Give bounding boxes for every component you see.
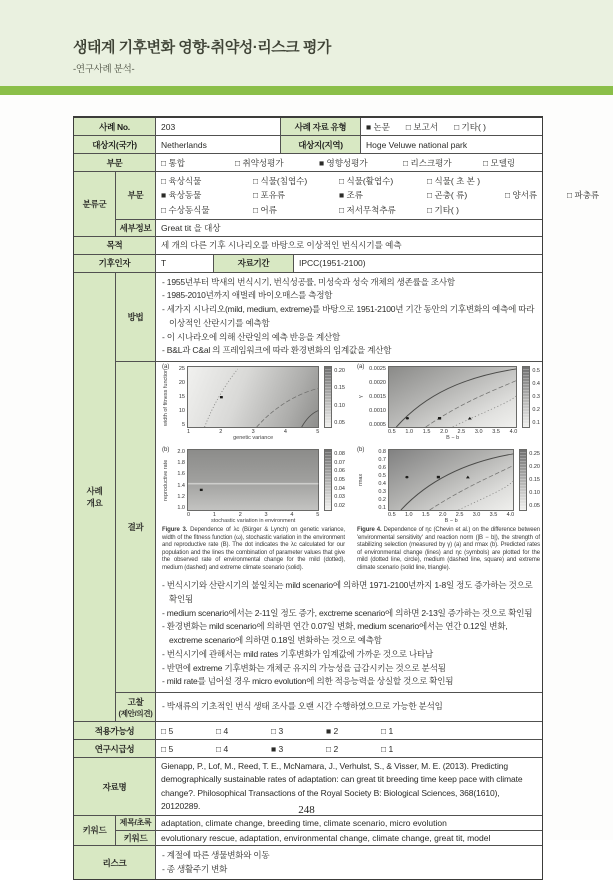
reference-label: 자료명 (74, 758, 156, 815)
case-type-options: ■ 논문 □ 보고서 □ 기타( ) (366, 121, 487, 132)
taxon-line-2: ■ 육상동물 □ 포유류 ■ 조류 □ 곤충( 류) □ 양서류 □ 파충류 (161, 190, 600, 200)
risk-items: - 계절에 따른 생물변화와 이동 - 종 생활주기 변화 (162, 849, 270, 874)
fig3a-colorbar (324, 366, 345, 428)
taxon-line-1: □ 육상식물 □ 식물(침엽수) □ 식물(활엽수) □ 식물( 초 본 ) (161, 175, 481, 186)
fig4b-plot (388, 449, 514, 511)
taxon-detail-value: Great tit 을 대상 (161, 222, 221, 233)
fig4a-contour-extreme-solid (396, 369, 516, 427)
discussion-label-line2: (제안/의견) (118, 708, 153, 718)
title-abstract-label: 제목/초록 (116, 816, 156, 830)
author-keywords-value: evolutionary rescue, adaptation, environmental change, climate change, great tit, model (161, 832, 491, 843)
fig3-caption-number: Figure 3. (162, 527, 188, 534)
fig4a-plot (388, 366, 517, 428)
fig4-caption (357, 527, 540, 572)
discussion-items: - 박새류의 기초적인 번식 생태 조사를 오랜 시간 수행하였으므로 가능한 분석임 (162, 701, 443, 712)
row-title-abstract-keywords (116, 816, 542, 831)
page-title: 생태계 기후변화 영향·취약성·리스크 평가 (73, 39, 331, 56)
fig4a-xlabel: B − b (446, 435, 460, 442)
fig4-caption-number: Figure 4. (357, 527, 382, 534)
fig3b-colorbar-ticks: 0.08 0.07 0.06 0.05 0.04 0.03 0.02 (334, 451, 345, 510)
purpose-label: 목적 (74, 237, 156, 254)
taxon-detail-label: 세부정보 (116, 220, 156, 236)
overview-group-label (74, 273, 116, 722)
fig3a-colorbar-ticks: 0.20 0.15 0.10 0.05 (334, 368, 345, 427)
fig4b-contour-extreme-solid (401, 454, 513, 510)
fig4b-marker-mild-circle (405, 476, 408, 479)
fig4a-colorbar-ticks: 0.5 0.4 0.3 0.2 0.1 (532, 368, 540, 427)
fig4a-ylabel: γ (358, 395, 364, 399)
page-subtitle: -연구사례 분석- (73, 64, 135, 75)
fig4a-tag: (a) (357, 364, 365, 371)
country-value: Netherlands (156, 136, 281, 153)
author-keywords-label: 키워드 (116, 831, 156, 845)
results-items: - 번식시기와 산란시기의 불일치는 mild scenario에 의하면 1971-2100년까지 1-8일 정도 증가하는 것으로 확인됨 - medium scenario에서는 2-11일 정도 증가, exctreme scenario에 의하면 2-13일 증가하는 것으로 확인됨 - 환경변화는 mild scenario에 의하면 연간 0.07일 변화, medium scenario에서는 연간 0.12일 변화, exctreme scenario에 의하면 0.18일 변화하는 것으로 예측함 - 번식시기에 관해서는 mild rates 기후변화가 임계값에 가까운 것으로 나타남 - 반면에 extreme 기후변화는 개체군 유지의 가능성을 급감시키는 것으로 분석됨 - mild rate를 넘어설 경우 micro evolution에 의한 적응능력을 상실할 것으로 확인됨 (162, 580, 533, 687)
fig4b-marker-extreme-triangle (466, 476, 470, 479)
taxon-sub-label: 부문 (116, 172, 156, 219)
fig4b-xticks: 0.5 1.0 1.5 2.0 2.5 3.0 3.5 4.0 (388, 512, 515, 519)
group-keywords (74, 816, 542, 846)
header-accent-bar (0, 86, 613, 95)
urgency-label: 연구시급성 (74, 740, 156, 757)
applicability-options: □ 5 □ 4 □ 3 ■ 2 □ 1 (161, 725, 394, 736)
fig4-panel-b (357, 449, 540, 524)
method-items: - 1955년부터 박새의 번식시기, 번식성공률, 미성숙과 성숙 개체의 생존률을 조사함 - 1985-2010년까지 애벌레 바이오매스를 측정함 - 세가지 시나리오(mild, medium, extreme)를 바탕으로 1951-2100년 기간 동안의 기후변화의 예측에 따라 이상적인 산란시기를 예측함 - 이 시나라오에 의해 산란일의 예측 반응을 계산함 - B&L과 C&al 의 프레임워크에 따라 환경변화의 임계값을 계산함 (162, 276, 535, 356)
fig4b-ylabel: rmax (358, 473, 364, 487)
fig4b-contour-mild-dotted (458, 481, 513, 510)
fig3a-plot (187, 366, 319, 428)
climate-factor-value: T (156, 255, 214, 272)
row-sector (74, 154, 542, 172)
fig3a-population-dot (220, 396, 223, 398)
fig3-caption-text: Dependence of λc (Bürger & Lynch) on genetic variance, width of the fitness function (ω), stochastic variation in the environment and reproductive rate (B). The dot indicates the λc calculated for our population and the lines the combination of parameter values that give the observed rate of environmental change for the mild (dotted), medium (dashed) and extreme climate scenario (solid). (162, 527, 345, 571)
keywords-group-label: 키워드 (74, 816, 116, 845)
method-label: 방법 (116, 273, 156, 362)
fig4a-colorbar-gradient (522, 366, 530, 428)
row-applicability (74, 722, 542, 740)
fig4b-colorbar-ticks: 0.25 0.20 0.15 0.10 0.05 (529, 451, 540, 510)
case-no-value: 203 (156, 118, 281, 135)
fig3b-yticks: 2.0 1.8 1.6 1.4 1.2 1.0 (177, 449, 185, 512)
sector-options: □ 통합 □ 취약성평가 ■ 영향성평가 □ 리스크평가 □ 모델링 (161, 157, 516, 168)
fig4a-marker-extreme-triangle (468, 417, 472, 420)
fig3a-xlabel: genetic variance (233, 435, 274, 442)
fig4-caption-text: Dependence of ηc (Chevin et al.) on the difference between 'environmental sensitivity' and reaction norm (|B − b|), the strength of stabilizing selection (measured by γ) (a) and rmax (b). Predicted rates of environmental change (lines) and ηc (symbols) are plotted for the mild (dotted line, circle), medium (dashed line, square) and extreme climate scenario (solid line, triangle). (357, 527, 541, 571)
fig3b-plot (187, 449, 319, 511)
urgency-options: □ 5 □ 4 ■ 3 □ 2 □ 1 (161, 743, 394, 754)
row-climate-factor (74, 255, 542, 273)
row-taxon-detail (116, 220, 542, 236)
fig4b-marker-medium-square (437, 476, 440, 479)
row-risk (74, 846, 542, 879)
row-case-no (74, 118, 542, 136)
group-taxon (74, 172, 600, 237)
country-label: 대상지(국가) (74, 136, 156, 153)
fig4b-tag: (b) (357, 447, 365, 454)
figure-3 (162, 366, 345, 572)
fig3b-light-band (188, 483, 318, 485)
fig4b-contour-medium-dashed (430, 466, 514, 511)
fig3a-yticks: 25 20 15 10 5 (178, 366, 185, 429)
overview-group-label-line1: 사례 (86, 485, 103, 496)
fig3-panel-b (162, 449, 345, 524)
fig3a-xticks: 1 2 3 4 5 (187, 429, 320, 436)
fig3a-tag: (a) (162, 364, 170, 371)
fig3a-contour-extreme-solid (302, 411, 319, 427)
fig4a-marker-mild-circle (406, 417, 409, 420)
fig4a-marker-medium-square (438, 417, 441, 420)
fig3-panel-a (162, 366, 345, 441)
discussion-label (116, 693, 156, 721)
climate-factor-label: 기후인자 (74, 255, 156, 272)
fig4a-yticks: 0.0025 0.0020 0.0015 0.0010 0.0005 (369, 366, 386, 429)
row-urgency (74, 740, 542, 758)
fig3b-xlabel: stochastic variation in environment (210, 518, 296, 525)
fig3a-contour-medium-dashed (257, 388, 319, 427)
data-period-label: 자료기간 (214, 255, 294, 272)
applicability-label: 적용가능성 (74, 722, 156, 739)
taxon-line-3: □ 수상동식물 □ 어류 □ 저서무척추류 □ 기타( ) (161, 204, 459, 215)
row-author-keywords (116, 831, 542, 845)
fig4a-contour-medium-dashed (426, 381, 517, 427)
results-figures (156, 362, 542, 572)
case-no-label: 사례 No. (74, 118, 156, 135)
case-type-label: 사례 자료 유형 (281, 118, 361, 135)
fig3b-tag: (b) (162, 447, 170, 454)
risk-label: 리스크 (74, 846, 156, 879)
title-abstract-value: adaptation, climate change, breeding time, climate scenario, micro evolution (161, 817, 447, 828)
reference-value: Gienapp, P., Lof, M., Reed, T. E., McNamara, J., Verhulst, S., & Visser, M. E. (2013). Predicting demographically sustainable rates of adaptation: can great tit breeding time keep pace with climate change?. Philosophical Transactions of the Royal Society B: Biological Sciences, 368(1610), 20120289. (161, 761, 523, 811)
fig4a-colorbar (522, 366, 540, 428)
fig4b-xlabel: B − b (444, 518, 458, 525)
fig4a-xticks: 0.5 1.0 1.5 2.0 2.5 3.0 3.5 4.0 (388, 429, 518, 436)
figure-4 (357, 366, 540, 572)
purpose-value: 세 개의 다른 기후 시나리오를 바탕으로 이상적인 번식시기를 예측 (161, 240, 402, 250)
sector-label: 부문 (74, 154, 156, 171)
discussion-label-line1: 고찰 (127, 696, 144, 707)
results-content (156, 362, 542, 692)
fig4b-colorbar (519, 449, 540, 511)
row-results (116, 362, 542, 693)
fig4a-contour-mild-dotted (453, 396, 517, 427)
overview-group-label-line2: 개요 (86, 497, 103, 508)
fig3b-colorbar (324, 449, 345, 511)
fig3a-colorbar-gradient (324, 366, 332, 428)
row-target (74, 136, 542, 154)
taxon-group-label: 분류군 (74, 172, 116, 236)
region-label: 대상지(지역) (281, 136, 361, 153)
fig3b-colorbar-gradient (324, 449, 332, 511)
fig3-caption (162, 527, 345, 572)
row-method (116, 273, 542, 363)
data-period-value: IPCC(1951-2100) (299, 258, 366, 268)
fig4-panel-a (357, 366, 540, 441)
case-form-table (73, 116, 600, 880)
row-taxon-sector (116, 172, 600, 220)
fig4b-colorbar-gradient (519, 449, 527, 511)
fig3b-population-dot (200, 489, 203, 491)
fig4b-yticks: 0.8 0.7 0.6 0.5 0.4 0.3 0.2 0.1 (378, 449, 386, 512)
results-label: 결과 (116, 362, 156, 692)
row-discussion (116, 693, 542, 721)
page-header (0, 0, 613, 86)
fig3b-xticks: 0 1 2 3 4 5 (187, 512, 320, 519)
region-value: Hoge Veluwe national park (366, 139, 468, 150)
fig3a-ylabel: width of fitness function (163, 368, 169, 426)
page-number: 248 (298, 804, 315, 816)
fig3b-ylabel: reproductive rate (163, 459, 169, 501)
taxon-checkbox-grid (156, 172, 600, 219)
row-purpose (74, 237, 542, 255)
group-overview (74, 273, 542, 723)
